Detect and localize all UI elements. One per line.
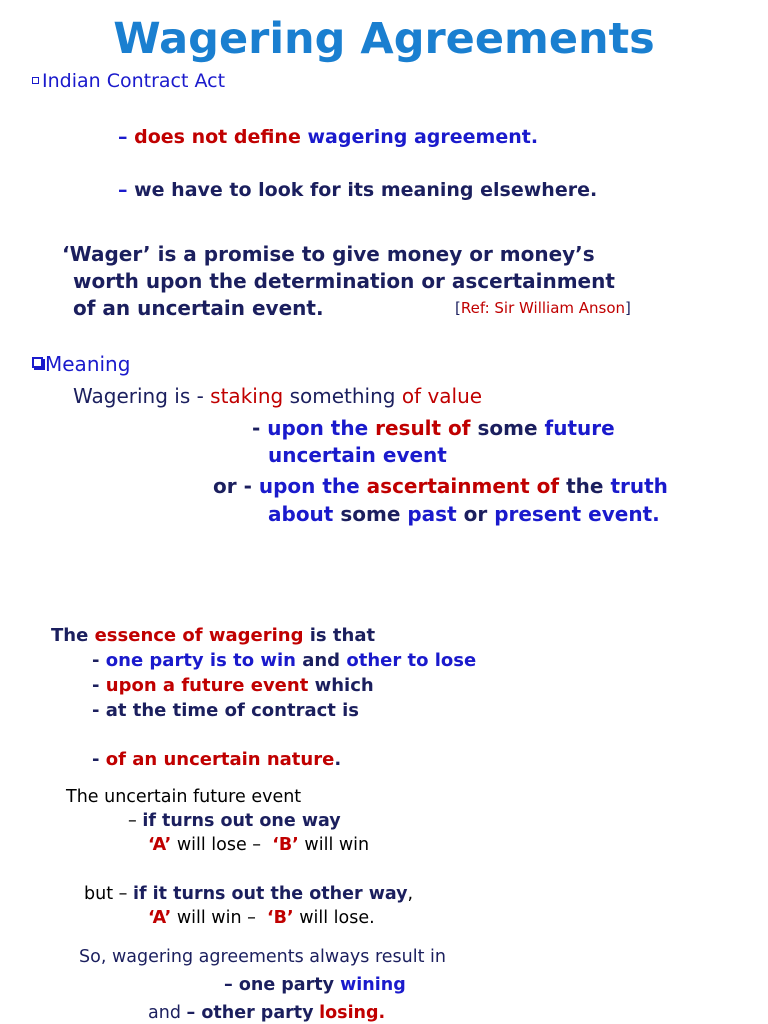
essence-line-2: - one party is to win and other to lose <box>92 650 477 671</box>
wager-definition-line-2: worth upon the determination or ascertainment <box>73 269 615 293</box>
uncertain-line-3: ‘A’ will lose – ‘B’ will win <box>148 835 370 855</box>
meaning-line-5: about some past or present event. <box>268 502 660 526</box>
uncertain-line-5: ‘A’ will win – ‘B’ will lose. <box>148 908 375 928</box>
square-bullet-icon <box>32 357 43 368</box>
section-heading-indian-contract-act: Indian Contract Act <box>32 70 225 92</box>
contract-act-line-1: – does not define wagering agreement. <box>118 126 539 148</box>
essence-line-4: - at the time of contract is <box>92 700 360 721</box>
contract-act-line-2: – we have to look for its meaning elsewhere. <box>118 179 598 201</box>
essence-line-1: The essence of wagering is that <box>51 625 376 646</box>
conclusion-line-3: and – other party losing. <box>148 1003 386 1023</box>
meaning-line-1: Wagering is - staking something of value <box>73 384 483 408</box>
meaning-line-4: or - upon the ascertainment of the truth <box>213 474 668 498</box>
uncertain-line-1: The uncertain future event <box>66 787 302 807</box>
conclusion-line-1: So, wagering agreements always result in <box>79 947 446 967</box>
uncertain-line-2: – if turns out one way <box>128 811 341 831</box>
essence-line-5: - of an uncertain nature. <box>92 749 342 770</box>
page-title: Wagering Agreements <box>113 14 655 64</box>
section-heading-meaning: Meaning <box>32 352 130 376</box>
essence-line-3: - upon a future event which <box>92 675 374 696</box>
meaning-line-2: - upon the result of some future <box>252 416 615 440</box>
conclusion-line-2: – one party wining <box>224 975 406 995</box>
wager-definition-line-1: ‘Wager’ is a promise to give money or money’s <box>62 242 595 266</box>
square-bullet-icon <box>32 77 39 84</box>
reference-citation: [Ref: Sir William Anson] <box>455 299 631 317</box>
wager-definition-line-3: of an uncertain event. <box>73 296 324 320</box>
uncertain-line-4: but – if it turns out the other way, <box>84 884 414 904</box>
meaning-line-3: uncertain event <box>268 443 447 467</box>
